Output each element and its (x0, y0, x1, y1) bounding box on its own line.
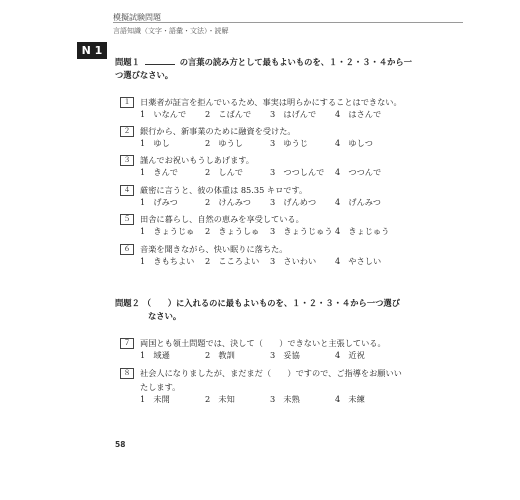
option-2[interactable]: 2 きょうしゅ (205, 226, 260, 236)
option-1[interactable]: 1 きもちよい (140, 256, 195, 266)
option-4[interactable]: 4 未練 (335, 394, 365, 404)
question-text: 銀行から、新事業のために融資を受けた。 (140, 125, 296, 136)
option-1[interactable]: 1 いなんで (140, 109, 187, 119)
part2-instruction-line2: なさい。 (148, 311, 182, 321)
part1-instruction-line2: つ選びなさい。 (115, 70, 174, 80)
header-subtitle: 言語知識（文字・語彙・文法）・読解 (113, 27, 229, 35)
question-6 (120, 242, 450, 269)
option-4[interactable]: 4 げんみつ (335, 197, 381, 207)
option-3[interactable]: 3 さいわい (270, 256, 317, 266)
option-1[interactable]: 1 げみつ (140, 197, 178, 207)
question-text: 社会人になりましたが、まだまだ（ ）ですので、ご指導をお願いい (140, 367, 402, 378)
option-2[interactable]: 2 しんで (205, 167, 243, 177)
question-number: １ (120, 97, 134, 108)
question-text: 音楽を聞きながら、快い眠りに落ちた。 (140, 243, 288, 254)
option-2[interactable]: 2 こころよい (205, 256, 260, 266)
option-4[interactable]: 4 つつんで (335, 167, 382, 177)
answer-options (120, 350, 450, 363)
answer-options (120, 197, 450, 210)
question-text: 日薬者が証言を拒んでいるため、事実は明らかにすることはできない。 (140, 96, 402, 107)
option-3[interactable]: 3 げんめつ (270, 197, 317, 207)
option-4[interactable]: 4 近祝 (335, 350, 365, 360)
option-1[interactable]: 1 ゆし (140, 138, 170, 148)
option-2[interactable]: 2 教訓 (205, 350, 235, 360)
option-2[interactable]: 2 けんみつ (205, 197, 251, 207)
option-1[interactable]: 1 きょうじゅ (140, 226, 195, 236)
question-8 (120, 366, 450, 407)
question-text-continued: たします。 (140, 382, 181, 392)
question-text: 厳密に言うと、彼の体重は 85.35 キロです。 (140, 184, 308, 195)
question-number: ３ (120, 155, 134, 166)
option-2[interactable]: 2 ゆうし (205, 138, 243, 148)
option-2[interactable]: 2 未知 (205, 394, 235, 404)
answer-options (120, 138, 450, 151)
option-4[interactable]: 4 はさんで (335, 109, 382, 119)
option-3[interactable]: 3 未熟 (270, 394, 300, 404)
page-header (113, 12, 463, 35)
option-1[interactable]: 1 未開 (140, 394, 170, 404)
question-number: ８ (120, 368, 134, 379)
part1-instruction-line1: の言葉の読み方として最もよいものを、１・２・３・４から一 (179, 57, 413, 67)
option-3[interactable]: 3 はげんで (270, 109, 317, 119)
option-1[interactable]: 1 域遜 (140, 350, 170, 360)
option-3[interactable]: 3 妥協 (270, 350, 300, 360)
question-text: 田舎に暮らし、自然の恵みを享受している。 (140, 213, 304, 224)
question-number: ５ (120, 214, 134, 225)
section-badge: N 1 (77, 42, 107, 59)
page-number: 58 (115, 440, 126, 449)
option-1[interactable]: 1 きんで (140, 167, 178, 177)
answer-options (120, 109, 450, 122)
question-5 (120, 212, 450, 239)
part2-label: 問題２ (115, 298, 140, 308)
part2-instruction-line1: （ ）に入れるのに最もよいものを、１・２・３・４から一つ選び (142, 298, 401, 308)
option-4[interactable]: 4 やさしい (335, 256, 382, 266)
part1-label: 問題１ (115, 57, 140, 67)
part1-instruction (115, 56, 412, 82)
option-3[interactable]: 3 ゆうじ (270, 138, 308, 148)
option-4[interactable]: 4 きょじゅう (335, 226, 390, 236)
answer-options (120, 226, 450, 239)
option-4[interactable]: 4 ゆしつ (335, 138, 373, 148)
question-2 (120, 124, 450, 151)
blank-line (145, 57, 175, 65)
question-1 (120, 95, 450, 122)
question-number: ２ (120, 126, 134, 137)
question-text: 両国とも領土問題では、決して（ ）できないと主張している。 (140, 337, 386, 348)
question-number: ４ (120, 185, 134, 196)
answer-options (120, 167, 450, 180)
answer-options (120, 394, 450, 407)
header-rule (113, 22, 463, 23)
part2-instruction (115, 297, 400, 323)
question-3 (120, 153, 450, 180)
option-3[interactable]: 3 きょうじゅう (270, 226, 333, 236)
option-3[interactable]: 3 つつしんで (270, 167, 325, 177)
question-text: 謹んでお祝いもうしあげます。 (140, 154, 254, 165)
answer-options (120, 256, 450, 269)
question-number: ７ (120, 338, 134, 349)
option-2[interactable]: 2 こばんで (205, 109, 252, 119)
question-4 (120, 183, 450, 210)
question-7 (120, 336, 450, 363)
question-number: ６ (120, 244, 134, 255)
header-title: 模擬試験問題 (113, 13, 161, 22)
